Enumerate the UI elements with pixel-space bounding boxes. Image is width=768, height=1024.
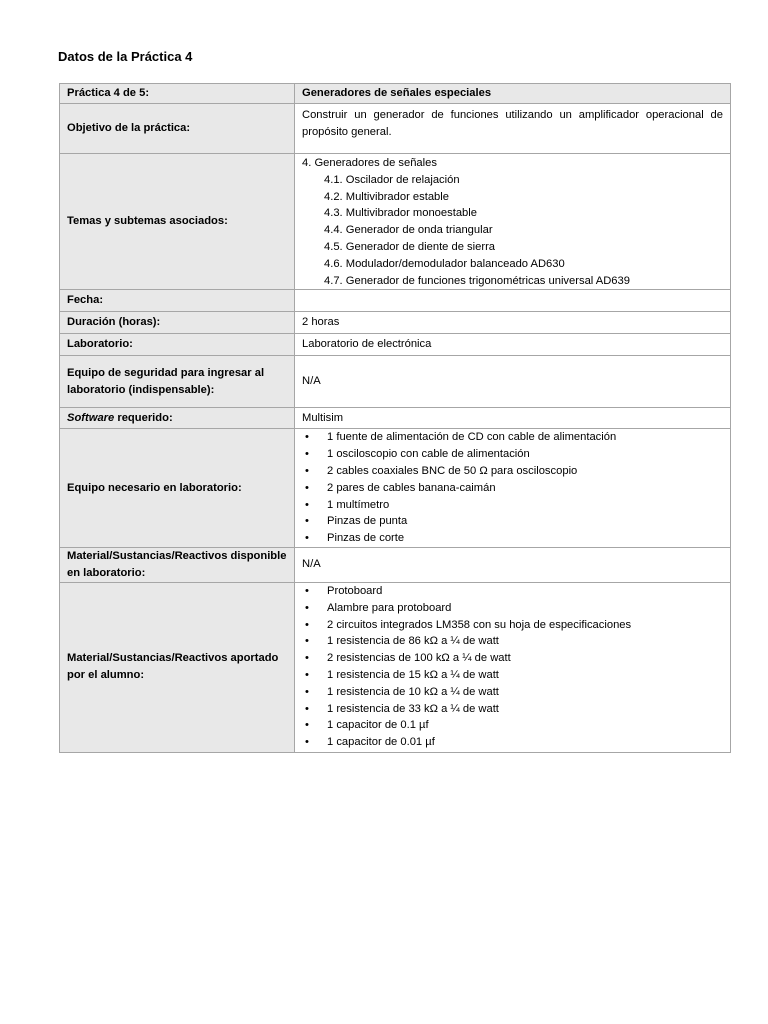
list-item-text: Pinzas de corte	[327, 532, 405, 545]
equipment-list	[302, 429, 723, 547]
list-item-text: Pinzas de punta	[327, 515, 408, 528]
bullet-icon: •	[305, 618, 309, 631]
list-item-text: 2 circuitos integrados LM358 con su hoja de especificaciones	[327, 618, 632, 631]
bullet-icon: •	[305, 481, 309, 494]
list-item	[302, 633, 723, 650]
bullet-icon: •	[305, 532, 309, 545]
subtopic-item: 4.6. Modulador/demodulador balanceado AD630	[324, 257, 565, 270]
subtopic-item: 4.5. Generador de diente de sierra	[324, 240, 496, 253]
safety-value: N/A	[295, 356, 731, 408]
subtopic-item: 4.3. Multivibrador monoestable	[324, 207, 477, 220]
software-value: Multisim	[295, 408, 731, 429]
list-item	[302, 429, 723, 446]
list-item-text: 2 cables coaxiales BNC de 50 Ω para osciloscopio	[327, 464, 578, 477]
list-item-text: 1 resistencia de 10 kΩ a ¼ de watt	[327, 685, 499, 698]
list-item	[302, 446, 723, 463]
bullet-icon: •	[305, 669, 309, 682]
bullet-icon: •	[305, 464, 309, 477]
software-label-rest: requerido:	[114, 411, 173, 424]
table-row-topics	[60, 154, 731, 290]
table-row-safety	[60, 356, 731, 408]
list-item	[302, 617, 723, 634]
lab-value: Laboratorio de electrónica	[295, 334, 731, 356]
practice-name-value: Generadores de señales especiales	[295, 84, 731, 104]
list-item-text: Protoboard	[327, 585, 383, 598]
bullet-icon: •	[305, 585, 309, 598]
list-item-text: 1 capacitor de 0.01 µf	[327, 736, 435, 749]
practice-number-label: Práctica 4 de 5:	[60, 84, 295, 104]
bullet-icon: •	[305, 635, 309, 648]
list-item	[302, 497, 723, 514]
software-label	[60, 408, 295, 429]
bullet-icon: •	[305, 431, 309, 444]
objective-label: Objetivo de la práctica:	[60, 104, 295, 154]
materials-list	[302, 583, 723, 751]
subtopic-item: 4.2. Multivibrador estable	[324, 190, 449, 203]
bullet-icon: •	[305, 601, 309, 614]
bullet-icon: •	[305, 652, 309, 665]
subtopic-item: 4.1. Oscilador de relajación	[324, 173, 460, 186]
duration-value: 2 horas	[295, 312, 731, 334]
duration-label: Duración (horas):	[60, 312, 295, 334]
list-item	[302, 650, 723, 667]
table-row-software	[60, 408, 731, 429]
date-label: Fecha:	[60, 290, 295, 312]
topics-value	[295, 154, 731, 290]
bullet-icon: •	[305, 702, 309, 715]
list-item	[302, 463, 723, 480]
topic-main: 4. Generadores de señales	[302, 157, 437, 169]
table-row-lab	[60, 334, 731, 356]
table-row-date	[60, 290, 731, 312]
list-item-text: 1 resistencia de 15 kΩ a ¼ de watt	[327, 669, 499, 682]
list-item	[302, 701, 723, 718]
list-item-text: 1 osciloscopio con cable de alimentación	[327, 448, 530, 461]
list-item	[302, 600, 723, 617]
list-item	[302, 530, 723, 547]
materials-student-label: Material/Sustancias/Reactivos aportado por el alumno:	[60, 582, 295, 752]
table-row-objective	[60, 104, 731, 154]
safety-label: Equipo de seguridad para ingresar al laboratorio (indispensable):	[60, 356, 295, 408]
table-row-duration	[60, 312, 731, 334]
list-item	[302, 480, 723, 497]
topics-label: Temas y subtemas asociados:	[60, 154, 295, 290]
bullet-icon: •	[305, 736, 309, 749]
bullet-icon: •	[305, 719, 309, 732]
bullet-icon: •	[305, 498, 309, 511]
list-item	[302, 583, 723, 600]
list-item-text: 2 resistencias de 100 kΩ a ¼ de watt	[327, 652, 511, 665]
lab-label: Laboratorio:	[60, 334, 295, 356]
software-label-italic: Software	[67, 411, 115, 424]
equipment-value	[295, 429, 731, 548]
practice-data-table	[59, 83, 731, 753]
materials-student-value	[295, 582, 731, 752]
table-row-header	[60, 84, 731, 104]
subtopic-item: 4.7. Generador de funciones trigonométricas universal AD639	[324, 274, 630, 287]
page-title: Datos de la Práctica 4	[58, 49, 193, 64]
list-item-text: 1 resistencia de 86 kΩ a ¼ de watt	[327, 635, 499, 648]
list-item	[302, 717, 723, 734]
table-row-materials-student	[60, 582, 731, 752]
table-row-materials-lab	[60, 547, 731, 582]
table-row-equipment	[60, 429, 731, 548]
list-item	[302, 684, 723, 701]
date-value	[295, 290, 731, 312]
materials-lab-label: Material/Sustancias/Reactivos disponible en laboratorio:	[60, 547, 295, 582]
list-item	[302, 667, 723, 684]
objective-value: Construir un generador de funciones utilizando un amplificador operacional de propósito general.	[295, 104, 731, 154]
bullet-icon: •	[305, 515, 309, 528]
bullet-icon: •	[305, 448, 309, 461]
bullet-icon: •	[305, 685, 309, 698]
materials-lab-value: N/A	[295, 547, 731, 582]
list-item-text: Alambre para protoboard	[327, 601, 452, 614]
list-item-text: 1 resistencia de 33 kΩ a ¼ de watt	[327, 702, 499, 715]
equipment-label: Equipo necesario en laboratorio:	[60, 429, 295, 548]
list-item	[302, 734, 723, 751]
list-item	[302, 513, 723, 530]
list-item-text: 1 multímetro	[327, 498, 390, 511]
list-item-text: 1 capacitor de 0.1 µf	[327, 719, 429, 732]
list-item-text: 2 pares de cables banana-caimán	[327, 481, 496, 494]
subtopic-item: 4.4. Generador de onda triangular	[324, 224, 493, 237]
list-item-text: 1 fuente de alimentación de CD con cable de alimentación	[327, 431, 617, 444]
